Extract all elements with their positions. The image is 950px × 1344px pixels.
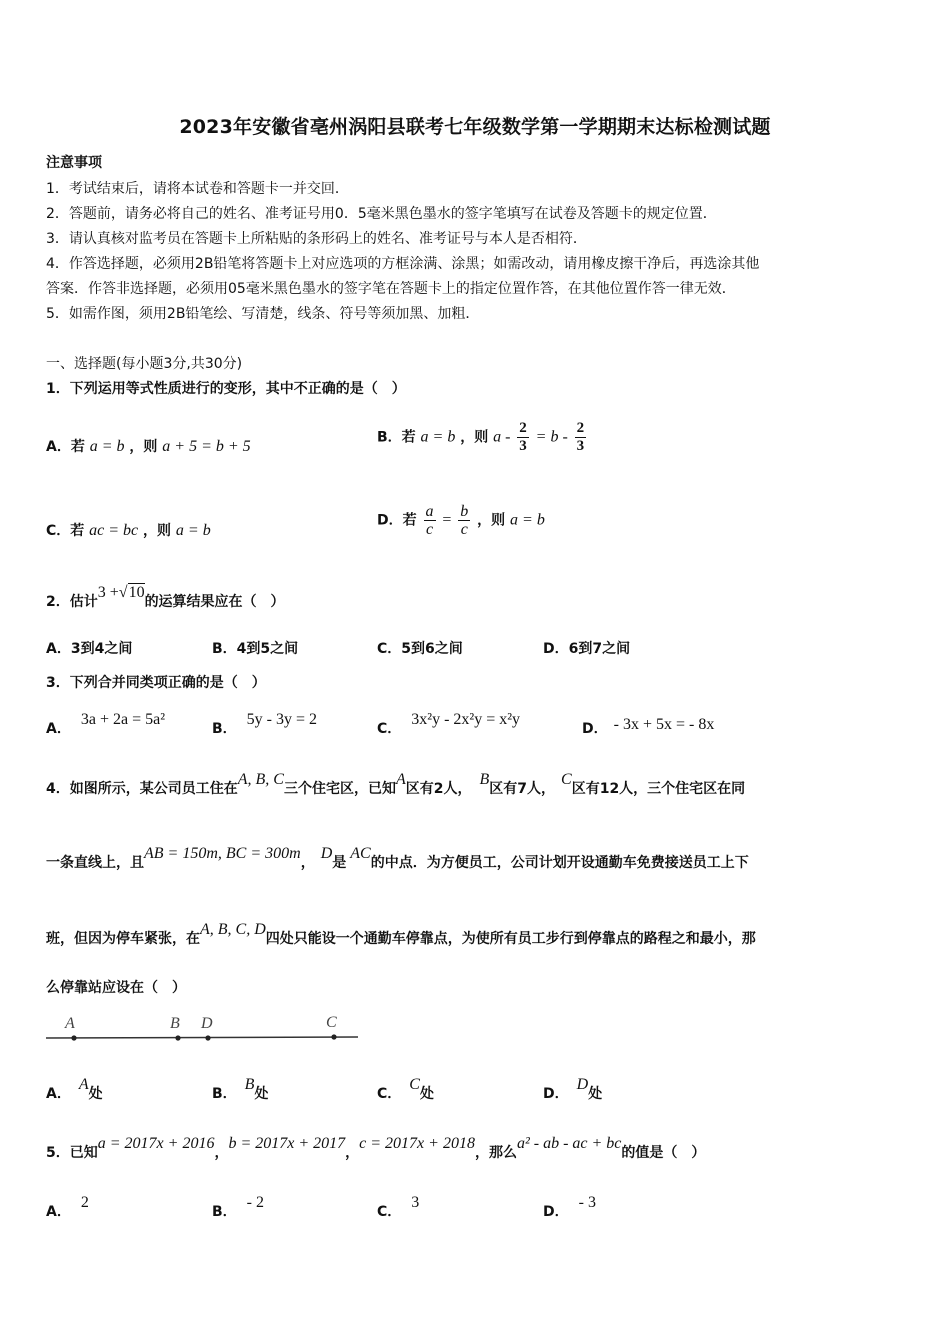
q5-d-value: - 3 — [578, 1194, 596, 1211]
q1-d-frac2-den: c — [460, 521, 468, 538]
q3-a-expr: 3a + 2a = 5a² — [80, 711, 165, 728]
q5-option-b — [212, 1194, 264, 1221]
page-title: 2023年安徽省亳州涡阳县联考七年级数学第一学期期末达标检测试题 — [179, 116, 771, 138]
q5-option-a — [46, 1194, 89, 1221]
question-4-line-4: 么停靠站应设在（ ） — [46, 980, 186, 996]
q1-b-result-right: = b - — [535, 428, 568, 446]
q2-expr-pre: 3 + — [97, 584, 119, 601]
q1-a-result: a + 5 = b + 5 — [162, 438, 251, 455]
q1-b-frac1-den: 3 — [519, 438, 527, 454]
q4-option-b — [212, 1076, 269, 1103]
q4-b-label: B． — [212, 1086, 237, 1102]
q3-d-expr: - 3x + 5x = - 8x — [613, 716, 715, 733]
q1-d-result: a = b — [510, 511, 545, 529]
q2-option-b: B．4到5之间 — [212, 641, 299, 657]
q2-option-c: C．5到6之间 — [377, 641, 463, 657]
q4-l2-mid2: 是 — [332, 855, 347, 871]
q5-sep1: ， — [214, 1145, 229, 1161]
question-3-stem: 3．下列合并同类项正确的是（ ） — [46, 675, 266, 691]
section-heading: 一、选择题(每小题3分,共30分) — [46, 356, 243, 372]
q1-d-frac2-num: b — [460, 503, 469, 520]
q4-figure-segment — [46, 1037, 358, 1038]
q1-d-frac1-den: c — [425, 521, 434, 538]
q4-c-post: 处 — [419, 1086, 434, 1102]
q1-c-label: C．若 — [46, 523, 85, 539]
q5-a-value: 2 — [80, 1194, 89, 1211]
q5-a-label: A． — [46, 1204, 71, 1220]
q3-option-b — [212, 711, 318, 738]
notice-item-3: 3．请认真核对监考员在答题卡上所粘贴的条形码上的姓名、准考证号与本人是否相符． — [46, 231, 587, 247]
q1-b-frac2-num: 2 — [576, 420, 585, 436]
notice-item-5: 5．如需作图，须用2B铅笔绘、写清楚，线条、符号等须加黑、加粗． — [46, 306, 480, 322]
q4-c-var: C — [409, 1076, 420, 1093]
q4-point-a — [71, 1035, 76, 1040]
q4-d-post: 处 — [588, 1086, 603, 1102]
q1-b-fraction-1 — [517, 420, 529, 455]
q5-c-def: c = 2017x + 2018 — [359, 1135, 475, 1152]
question-4-line-3 — [46, 921, 756, 948]
q1-option-b — [377, 420, 588, 455]
q4-l2-d: D — [320, 845, 333, 862]
q5-b-label: B． — [212, 1204, 237, 1220]
q4-d-var: D — [576, 1076, 589, 1093]
q1-c-result: a = b — [175, 522, 211, 539]
q1-b-label: B．若 — [377, 429, 416, 446]
q4-label-d: D — [201, 1015, 213, 1032]
q4-b-post: 处 — [254, 1086, 269, 1102]
q2-stem-pre: 2．估计 — [46, 594, 98, 610]
q4-label-a: A — [65, 1015, 75, 1032]
q5-d-label: D． — [543, 1204, 569, 1220]
q4-label-c: C — [326, 1014, 337, 1031]
q1-b-then: ，则 — [460, 429, 489, 446]
q5-pre: 5．已知 — [46, 1145, 98, 1161]
q4-option-a — [46, 1076, 103, 1103]
q4-l2-mid1: ， — [300, 855, 315, 871]
q5-expression: a² - ab - ac + bc — [516, 1135, 622, 1152]
q4-b-var: B — [244, 1076, 255, 1093]
q4-l1-a: A — [395, 771, 406, 788]
q2-expr: 3 +√10 — [97, 584, 145, 601]
q5-mid: ，那么 — [474, 1145, 517, 1161]
q4-option-c — [377, 1076, 434, 1103]
q3-b-expr: 5y - 3y = 2 — [246, 711, 318, 728]
q5-a-def: a = 2017x + 2016 — [97, 1135, 215, 1152]
question-1-stem: 1．下列运用等式性质进行的变形，其中不正确的是（ ） — [46, 381, 406, 397]
q4-l1-b: B — [479, 771, 490, 788]
q1-d-frac1-num: a — [425, 503, 434, 520]
q1-b-frac2-den: 3 — [576, 438, 585, 454]
q4-point-b — [175, 1035, 180, 1040]
q1-d-label: D．若 — [377, 512, 417, 529]
q5-c-value: 3 — [411, 1194, 420, 1211]
q5-option-d — [543, 1194, 596, 1221]
q1-d-fraction-2 — [458, 503, 470, 538]
q4-l1-mid2: 区有2人， — [405, 781, 472, 797]
q4-l2-post: 的中点．为方便员工，公司计划开设通勤车免费接送员工上下 — [370, 855, 749, 871]
q3-option-c — [377, 711, 521, 738]
q1-b-result-left: a - — [493, 428, 511, 446]
q4-a-post: 处 — [88, 1086, 103, 1102]
q2-expr-radicand: 10 — [128, 584, 145, 601]
q4-l3-post: 四处只能设一个通勤车停靠点，为使所有员工步行到停靠点的路程之和最小，那 — [265, 931, 756, 947]
q3-option-a — [46, 711, 165, 738]
q1-a-label: A．若 — [46, 439, 85, 455]
notice-heading: 注意事项 — [46, 155, 102, 171]
q4-l1-mid1: 三个住宅区，已知 — [283, 781, 396, 797]
q1-c-condition: ac = bc — [89, 522, 139, 539]
q3-c-expr: 3x²y - 2x²y = x²y — [411, 711, 521, 728]
q4-c-label: C． — [377, 1086, 402, 1102]
q5-b-def: b = 2017x + 2017 — [228, 1135, 346, 1152]
notice-item-2: 2．答题前，请务必将自己的姓名、准考证号用0．5毫米黑色墨水的签字笔填写在试卷及答题卡的规定位置． — [46, 206, 717, 222]
q1-b-fraction-2 — [575, 420, 587, 455]
q5-option-c — [377, 1194, 420, 1221]
q3-option-d — [582, 718, 714, 738]
q4-a-var: A — [78, 1076, 89, 1093]
q1-b-condition: a = b — [420, 428, 456, 446]
q4-l1-pre: 4．如图所示，某公司员工住在 — [46, 781, 238, 797]
q4-l3-abcd: A, B, C, D — [200, 921, 266, 938]
q4-l2-pre: 一条直线上，且 — [46, 855, 144, 871]
notice-item-4: 4．作答选择题，必须用2B铅笔将答题卡上对应选项的方框涂满、涂黑；如需改动，请用橡皮擦干净后，再选涂其他 — [46, 256, 760, 272]
q4-d-label: D． — [543, 1086, 569, 1102]
q4-figure-line — [44, 1010, 364, 1050]
q1-b-frac1-num: 2 — [519, 420, 527, 436]
q2-option-a: A．3到4之间 — [46, 641, 133, 657]
q4-l1-post: 区有12人，三个住宅区在同 — [571, 781, 746, 797]
notice-item-1: 1．考试结束后，请将本试卷和答题卡一并交回． — [46, 181, 349, 197]
q3-c-label: C． — [377, 721, 402, 737]
notice-item-4-cont: 答案．作答非选择题，必须用05毫米黑色墨水的签字笔在答题卡上的指定位置作答，在其他位置作答一律无效． — [46, 281, 736, 297]
q2-stem-post: 的运算结果应在（ ） — [144, 594, 285, 610]
q1-c-then: ，则 — [143, 523, 172, 539]
q4-l2-lengths: AB = 150m, BC = 300m — [144, 845, 301, 862]
q1-d-equals: = — [442, 511, 452, 529]
q1-d-then: ，则 — [477, 512, 506, 529]
q1-option-d — [377, 503, 545, 538]
q5-sep2: ， — [345, 1145, 360, 1161]
q4-label-b: B — [170, 1015, 180, 1032]
q2-option-d: D．6到7之间 — [543, 641, 631, 657]
q5-c-label: C． — [377, 1204, 402, 1220]
q4-l1-c: C — [561, 771, 572, 788]
q4-point-d — [205, 1035, 210, 1040]
q1-d-fraction-1 — [424, 503, 436, 538]
q3-d-label: D． — [582, 721, 608, 737]
q4-l1-abc: A, B, C — [237, 771, 284, 788]
q4-point-c — [331, 1034, 336, 1039]
q5-b-value: - 2 — [246, 1194, 264, 1211]
q5-post: 的值是（ ） — [621, 1145, 706, 1161]
q1-option-a — [46, 436, 251, 456]
q4-l2-ac: AC — [350, 845, 371, 862]
question-5-stem — [46, 1135, 706, 1162]
q4-option-d — [543, 1076, 603, 1103]
question-4-line-1 — [46, 771, 746, 798]
q4-l3-pre: 班，但因为停车紧张，在 — [46, 931, 200, 947]
question-2-stem — [46, 584, 285, 611]
q3-a-label: A． — [46, 721, 71, 737]
q1-option-c — [46, 520, 211, 540]
q4-a-label: A． — [46, 1086, 71, 1102]
q1-a-then: ，则 — [129, 439, 158, 455]
question-4-line-2 — [46, 845, 749, 872]
q1-a-condition: a = b — [89, 438, 125, 455]
q3-b-label: B． — [212, 721, 237, 737]
q4-l1-mid3: 区有7人， — [489, 781, 556, 797]
